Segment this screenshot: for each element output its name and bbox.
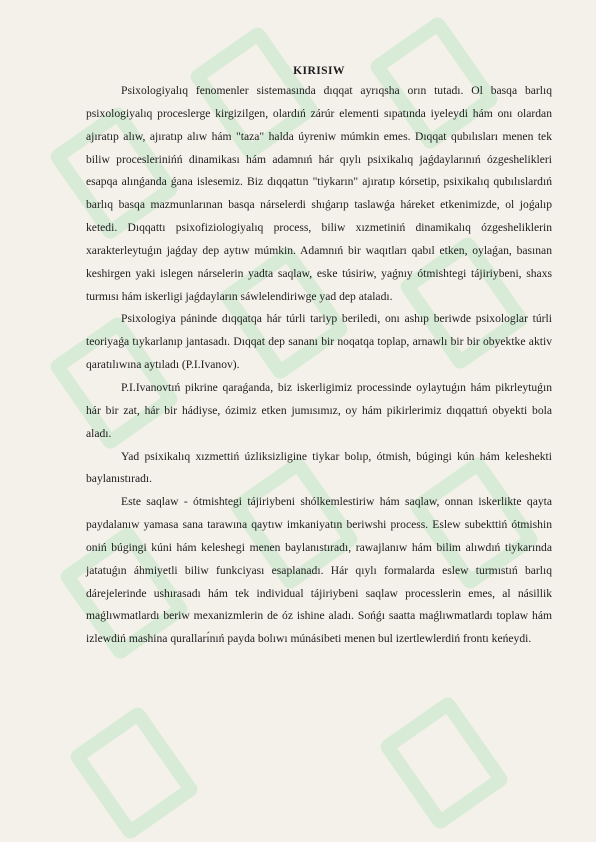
watermark-icon xyxy=(378,694,511,831)
paragraph: Yad psixikalıq xızmettiń úzliksizligine tiykar bolıp, ótmish, búgingi kún hám keleshekti baylanıstıradı. xyxy=(86,449,552,486)
paragraph: Psixologiyalıq fenomenler sistemasında dıqqat ayrıqsha orın tutadı. Ol basqa barlıq psixologiyalıq proceslerge kirgizilgen, olardıń zárúr elementi sıpatında iyeleydi hám onı olardan ajıratıp alıw, ajıratıp alıw hám "taza" halda úyreniw múmkin emes. Dıqqat qubılısları menen tek biliw proceslerinińń dinamikası hám adamnıń hár qıylı psixikalıq jaǵdaylarınıń ózgeshelikleri esapqa alınǵanda ǵana islesemiz. Biz dıqqattın "tiykarın" ajıratıp kórsetip, psixikalıq qubılıslardıń barlıq basqa mazmunlarınan basqa nárselerdi shıǵarıp taslawǵa háreket etkenimizde, ol joǵalıp ketedi. Dıqqattı psixofiziologiyalıq process, biliw xızmetiniń dinamikalıq ózgesheliklerin xarakterleytuǵın jaǵday dep aytıw múmkin. Adamnıń bir waqıtları qabıl etken, oylaǵan, basınan keshirgen yaki islegen nárselerin yadta saqlaw, eske túsiriw, yaǵnıy ótmishtegi tájiriybeni, shaxs turmısı hám iskerligi jaǵdayların sáwlelendiriwge yad dep ataladı. xyxy=(86,84,552,303)
document-title: KIRISIW xyxy=(293,64,345,77)
watermark-icon xyxy=(68,704,201,841)
document-body xyxy=(86,64,552,651)
paragraph: Psixologiya páninde dıqqatqa hár túrli tariyp beriledi, onı ashıp beriwde psixologlar túrli teoriyaǵa tıykarlanıp jantasadı. Dıqqat dep sananı bir noqatqa toplap, arnawlı bir bir obyektke aktiv qaratılıwına aytıladı (P.I.Ivanov). xyxy=(86,312,552,372)
paragraph: Este saqlaw - ótmishtegi tájiriybeni shólkemlestiriw hám saqlaw, onnan iskerlikte qayta paydalanıw yamasa sana tarawına qaytıw imkaniyatın beriwshi process. Eslew subekttiń ótmishin oniń búgingi kúni hám keleshegi menen baylanıstıradı, rawajlanıw hám bilim alıwdıń tiykarında jatatuǵın áhmiyetli biliw funkciyası esaplanadı. Hár qıylı formalarda eslew turmıstıń barlıq dárejelerinde ushırasadı hám tek individual tájiriybeni saqlaw processlerin emes, al násillik maǵlıwmatlardı beriw mexanizmlerin de óz ishine aladı. Sońǵı saatta maǵlıwmatlardı toplaw hám izlewdiń mashina quralları́nıń payda bolıwı múnásibeti menen bul izertlewlerdiń frontı keńeydi. xyxy=(86,495,552,646)
paragraph: P.I.Ivanovtıń pikrine qaraǵanda, biz iskerligimiz processinde oylaytuǵın hám pikrleytuǵın hár bir zat, hár bir hádiyse, ózimiz etken jumısımız, oy hám pikirlerimiz dıqqattıń obyekti bola aladı. xyxy=(86,380,552,440)
